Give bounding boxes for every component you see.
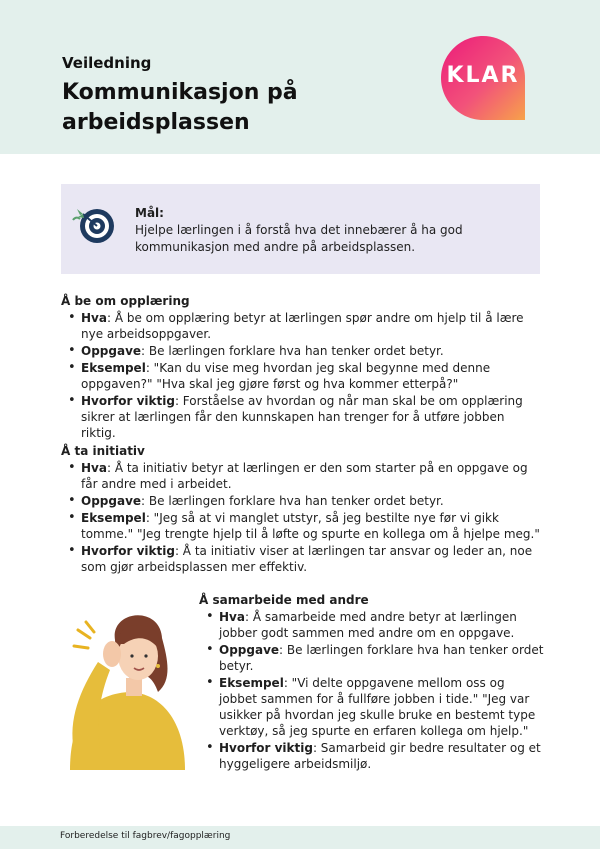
footer-text: Forberedelse til fagbrev/fagopplæring [60,831,231,841]
goal-text: Hjelpe lærlingen i å forstå hva det innebærer å ha god kommunikasjon med andre på arbeidsplassen. [135,223,463,254]
list-item [61,310,541,342]
item-label: Oppgave [81,344,142,358]
section-heading: Å ta initiativ [61,444,145,458]
item-text: : "Vi delte oppgavene mellom oss og jobbet sammen for å fullføre jobben i tide." "Jeg var usikker på hvordan jeg skulle bruke en bestemt type verktøy, så jeg spurte en erfaren kollega om hjelp." [219,676,536,738]
item-label: Eksempel [219,676,284,690]
bullet-list [61,460,541,575]
item-label: Eksempel [81,511,146,525]
list-item [61,493,541,509]
item-text: : Be lærlingen forklare hva han tenker ordet betyr. [141,344,444,358]
item-text: : Be lærlingen forklare hva han tenker ordet betyr. [219,643,544,673]
list-item [61,360,541,392]
footer-band [0,826,600,849]
item-label: Hvorfor viktig [219,741,313,755]
item-label: Hva [81,311,107,325]
target-icon [69,200,117,248]
item-text: : Be lærlingen forklare hva han tenker ordet betyr. [141,494,444,508]
list-item [199,675,544,739]
list-item [199,740,544,772]
klar-logo [441,36,525,120]
item-text: : Forståelse av hvordan og når man skal be om opplæring sikrer at lærlingen får den kunnskapen han trenger for å utføre jobben riktig. [81,394,523,440]
item-label: Hvorfor viktig [81,544,175,558]
item-label: Hva [219,610,245,624]
item-text: : "Jeg så at vi manglet utstyr, så jeg bestilte nye før vi gikk tomme." "Jeg trengte hjelp til å løfte og spurte en kollega om å hjelpe meg." [81,511,540,541]
listening-woman-illustration [60,600,195,770]
section-ask-training [61,293,541,442]
item-text: : Å be om opplæring betyr at lærlingen spør andre om hjelp til å lære nye arbeidsoppgaver. [81,311,524,341]
list-item [61,510,541,542]
bullet-list [199,609,544,772]
section-heading: Å be om opplæring [61,294,190,308]
list-item [61,543,541,575]
logo-text: KLAR [446,63,520,88]
page-title: Kommunikasjon på arbeidsplassen [62,80,298,135]
section-collaborate [199,592,544,773]
item-text: : Å samarbeide med andre betyr at lærlingen jobber godt sammen med andre om en oppgave. [219,610,517,640]
list-item [61,460,541,492]
item-label: Eksempel [81,361,146,375]
header-band [0,0,600,154]
item-text: : "Kan du vise meg hvordan jeg skal begynne med denne oppgaven?" "Hva skal jeg gjøre først og hva kommer etterpå?" [81,361,491,391]
list-item [61,343,541,359]
list-item [199,642,544,674]
list-item [61,393,541,441]
eyebrow-label: Veiledning [62,54,152,72]
list-item [199,609,544,641]
item-label: Hva [81,461,107,475]
section-take-initiative [61,443,541,576]
item-label: Hvorfor viktig [81,394,175,408]
item-label: Oppgave [81,494,142,508]
bullet-list [61,310,541,441]
item-text: : Samarbeid gir bedre resultater og et hyggeligere arbeidsmiljø. [219,741,541,771]
item-text: : Å ta initiativ viser at lærlingen tar ansvar og leder an, noe som gjør arbeidsplassen mer effektiv. [81,544,533,574]
goal-box [61,184,540,274]
section-heading: Å samarbeide med andre [199,593,369,607]
item-label: Oppgave [219,643,280,657]
item-text: : Å ta initiativ betyr at lærlingen er den som starter på en oppgave og får andre med i arbeidet. [81,461,528,491]
goal-label: Mål: [135,206,164,220]
